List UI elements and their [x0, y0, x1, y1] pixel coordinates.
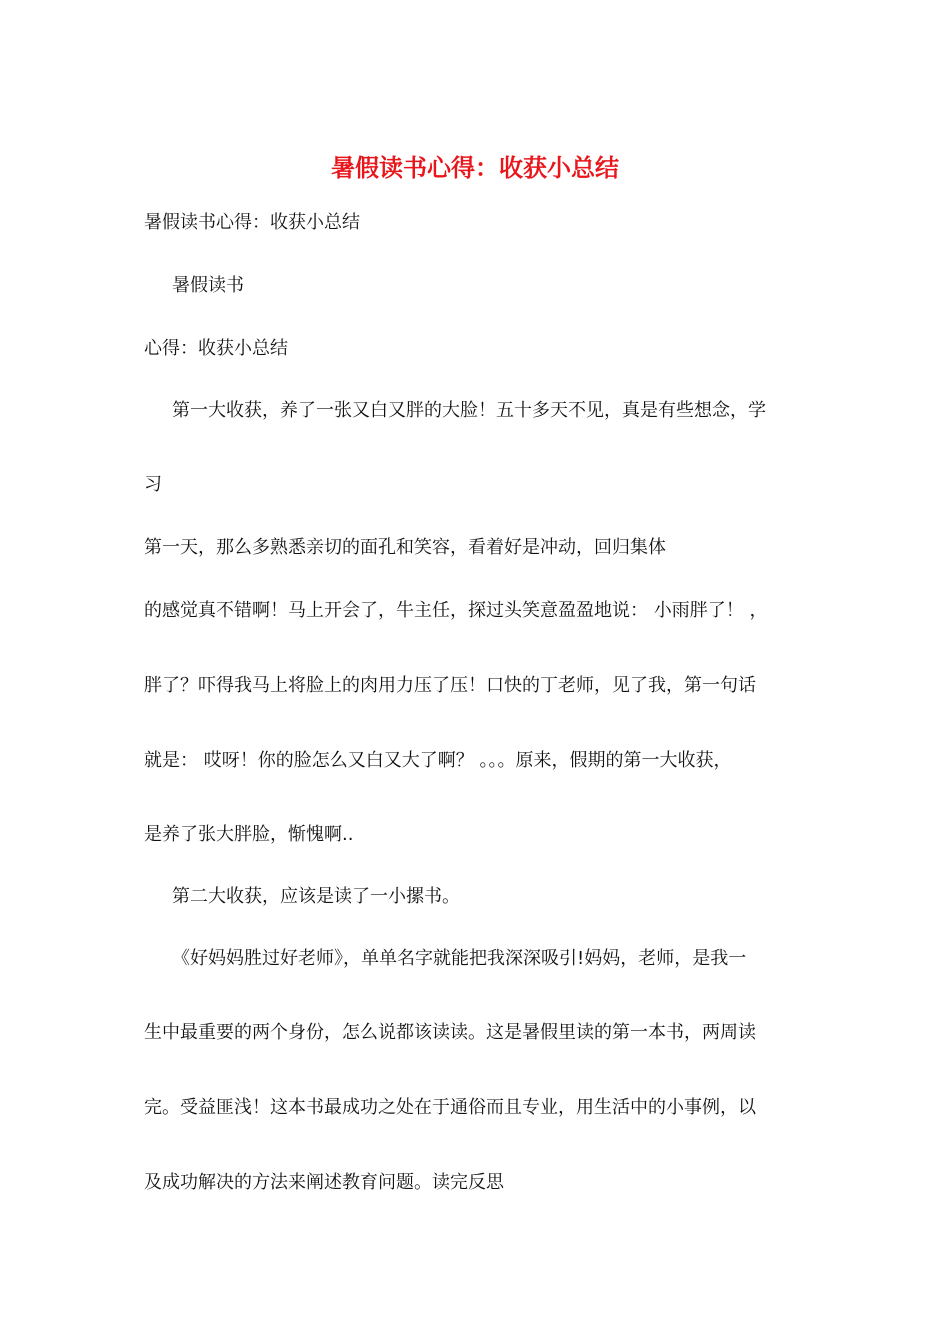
- paragraph-line: 完。受益匪浅！这本书最成功之处在于通俗而且专业，用生活中的小事例，以: [144, 1097, 756, 1118]
- paragraph-line: 《好妈妈胜过好老师》，单单名字就能把我深深吸引!妈妈，老师，是我一: [172, 948, 747, 969]
- paragraph-line: 及成功解决的方法来阐述教育问题。读完反思: [144, 1172, 504, 1193]
- paragraph-line: 习: [144, 474, 162, 495]
- paragraph-line: 是养了张大胖脸，惭愧啊..: [144, 824, 354, 845]
- paragraph-line: 第一天，那么多熟悉亲切的面孔和笑容，看着好是冲动，回归集体: [144, 537, 666, 558]
- paragraph-line: 的感觉真不错啊！马上开会了，牛主任，探过头笑意盈盈地说： 小雨胖了！ ，: [144, 600, 768, 621]
- paragraph-line: 暑假读书: [172, 275, 244, 296]
- paragraph-line: 胖了？吓得我马上将脸上的肉用力压了压！口快的丁老师，见了我，第一句话: [144, 675, 756, 696]
- paragraph-line: 就是： 哎呀！你的脸怎么又白又大了啊？ 。。。原来，假期的第一大收获，: [144, 750, 732, 771]
- paragraph-line: 第二大收获，应该是读了一小摞书。: [172, 886, 460, 907]
- paragraph-line: 心得：收获小总结: [144, 338, 288, 359]
- paragraph-line: 第一大收获，养了一张又白又胖的大脸！五十多天不见，真是有些想念，学: [172, 400, 766, 421]
- document-title: 暑假读书心得：收获小总结: [331, 154, 619, 182]
- paragraph-line: 暑假读书心得：收获小总结: [144, 212, 360, 233]
- paragraph-line: 生中最重要的两个身份，怎么说都该读读。这是暑假里读的第一本书，两周读: [144, 1022, 756, 1043]
